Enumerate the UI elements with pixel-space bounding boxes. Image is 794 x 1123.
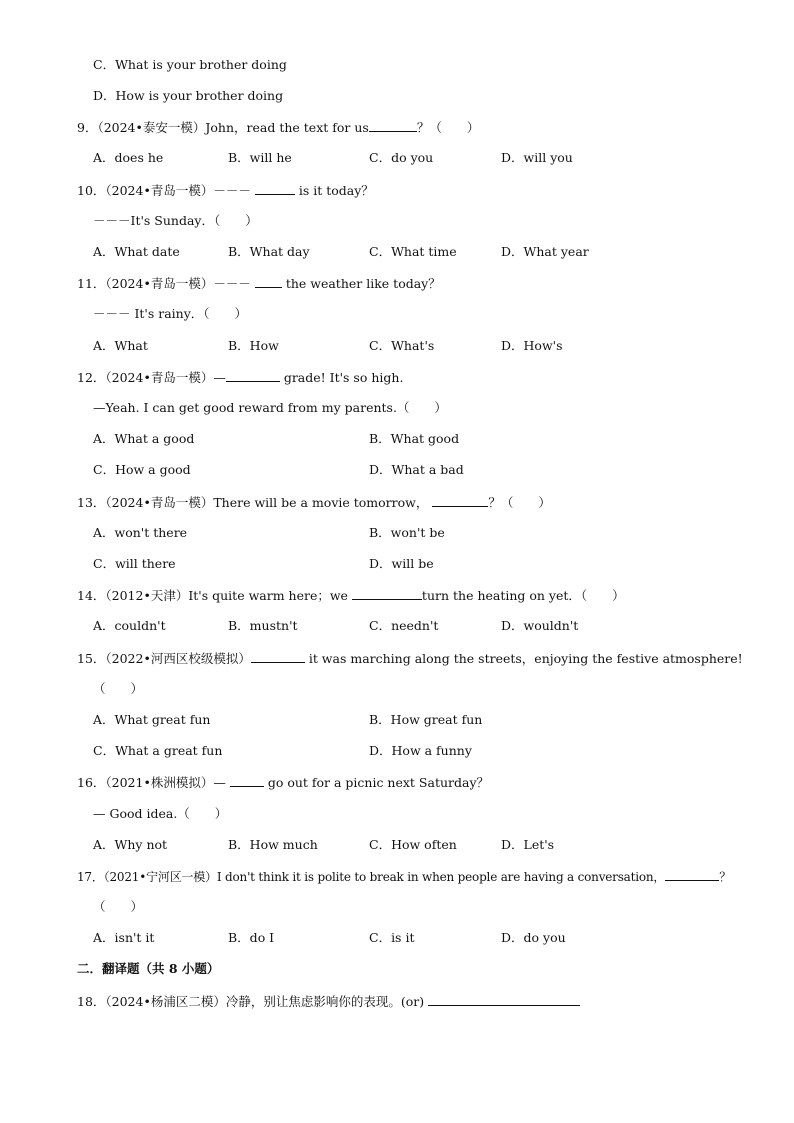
question-text: — [213, 775, 230, 790]
question-text-after: grade! It's so high. [279, 370, 404, 385]
question-number: 17． [77, 870, 104, 884]
question-text-after: ？（ ） [488, 495, 551, 510]
question-13 [77, 493, 551, 512]
option-b: B．mustn't [228, 618, 298, 633]
question-text: －－－ [213, 276, 255, 291]
option-a: A．What [93, 338, 148, 353]
question-text: I don't think it is polite to break in when people are having a conversation， [216, 870, 666, 884]
option-a: A．What date [93, 244, 180, 259]
option-d: D．wouldn't [501, 618, 579, 633]
option-b: B．How great fun [369, 712, 483, 727]
question-text-after: it was marching along the streets，enjoying the festive atmosphere! [304, 651, 743, 666]
question-text: －－－ [213, 183, 251, 198]
question-number: 15． [77, 651, 106, 666]
option-c: C．How a good [93, 462, 191, 477]
question-12 [77, 368, 403, 387]
question-text: — [213, 370, 226, 385]
option-c: C．What is your brother doing [93, 57, 287, 72]
question-number: 13． [77, 495, 106, 510]
question-text: It's quite warm here；we [188, 588, 352, 603]
answer-blank[interactable] [369, 118, 417, 132]
question-number: 12． [77, 370, 106, 385]
question-18 [77, 992, 580, 1011]
option-a: A．does he [93, 150, 164, 165]
option-b: B．How much [228, 837, 318, 852]
question-text: There will be a movie tomorrow， [213, 495, 429, 510]
question-line2: －－－ It's rainy．（ ） [93, 306, 248, 321]
answer-blank[interactable] [255, 181, 295, 195]
question-text: John，read the text for us [205, 120, 369, 135]
option-d: D．will you [501, 150, 573, 165]
option-b: B．do I [228, 930, 275, 945]
option-d: D．What year [501, 244, 589, 259]
question-line2: （ ） [93, 899, 144, 914]
answer-blank[interactable] [251, 649, 305, 663]
question-text-after: ？ [719, 870, 732, 884]
answer-blank[interactable] [352, 586, 422, 600]
option-a: A．What great fun [93, 712, 211, 727]
question-line2: （ ） [93, 681, 144, 696]
option-d: D．How a funny [369, 743, 472, 758]
option-a: A．What a good [93, 431, 195, 446]
option-a: A．couldn't [93, 618, 166, 633]
option-d: D．Let's [501, 837, 555, 852]
answer-blank[interactable] [665, 867, 719, 881]
question-text: 冷静，别让焦虑影响你的表现。(or) [225, 994, 425, 1009]
option-d: D．What a bad [369, 462, 464, 477]
question-source: （2024•泰安一模） [97, 120, 206, 135]
question-source: （2012•天津） [105, 588, 189, 603]
question-9 [77, 118, 479, 137]
option-c: C．will there [93, 556, 176, 571]
question-source: （2021•宁河区一模） [103, 870, 217, 884]
question-line2: —Yeah. I can get good reward from my parents.（ ） [93, 400, 447, 415]
question-11 [77, 274, 441, 293]
option-d: D．How is your brother doing [93, 88, 284, 103]
question-number: 10． [77, 183, 106, 198]
question-source: （2024•青岛一模） [105, 495, 214, 510]
option-c: C．needn't [369, 618, 439, 633]
question-number: 9． [77, 120, 98, 135]
question-text-after: turn the heating on yet．（ ） [421, 588, 625, 603]
option-c: C．What time [369, 244, 457, 259]
option-a: A．won't there [93, 525, 188, 540]
option-b: B．won't be [369, 525, 445, 540]
question-text-after: go out for a picnic next Saturday？ [267, 775, 490, 790]
answer-blank[interactable] [428, 992, 580, 1006]
question-line2: — Good idea.（ ） [93, 806, 228, 821]
option-b: B．How [228, 338, 279, 353]
option-d: D．do you [501, 930, 566, 945]
answer-blank[interactable] [255, 274, 282, 288]
option-c: C．What's [369, 338, 435, 353]
question-text-after: is it today？ [298, 183, 374, 198]
answer-blank[interactable] [432, 493, 488, 507]
question-source: （2024•杨浦区二模） [105, 994, 226, 1009]
section-heading: 二．翻译题（共 8 小题） [77, 961, 220, 976]
question-10 [77, 181, 374, 200]
question-15 [77, 649, 743, 668]
option-d: D．will be [369, 556, 434, 571]
question-text-after: the weather like today？ [285, 276, 441, 291]
option-a: A．Why not [93, 837, 168, 852]
question-16 [77, 773, 489, 792]
option-b: B．What day [228, 244, 310, 259]
question-line2: －－－It's Sunday．（ ） [93, 213, 258, 228]
option-d: D．How's [501, 338, 563, 353]
question-text-after: ？（ ） [416, 120, 480, 135]
option-a: A．isn't it [93, 930, 155, 945]
answer-blank[interactable] [230, 773, 264, 787]
option-c: C．do you [369, 150, 434, 165]
option-c: C．What a great fun [93, 743, 223, 758]
question-number: 16． [77, 775, 106, 790]
option-b: B．What good [369, 431, 460, 446]
option-c: C．is it [369, 930, 415, 945]
question-number: 11． [77, 276, 106, 291]
question-source: （2024•青岛一模） [105, 183, 214, 198]
question-source: （2022•河西区校级模拟） [105, 651, 251, 666]
answer-blank[interactable] [226, 368, 280, 382]
question-number: 14． [77, 588, 106, 603]
question-source: （2024•青岛一模） [105, 370, 214, 385]
question-17 [77, 867, 731, 886]
question-source: （2021•株洲模拟） [105, 775, 214, 790]
option-c: C．How often [369, 837, 457, 852]
option-b: B．will he [228, 150, 292, 165]
question-14 [77, 586, 625, 605]
question-number: 18． [77, 994, 106, 1009]
question-source: （2024•青岛一模） [105, 276, 214, 291]
